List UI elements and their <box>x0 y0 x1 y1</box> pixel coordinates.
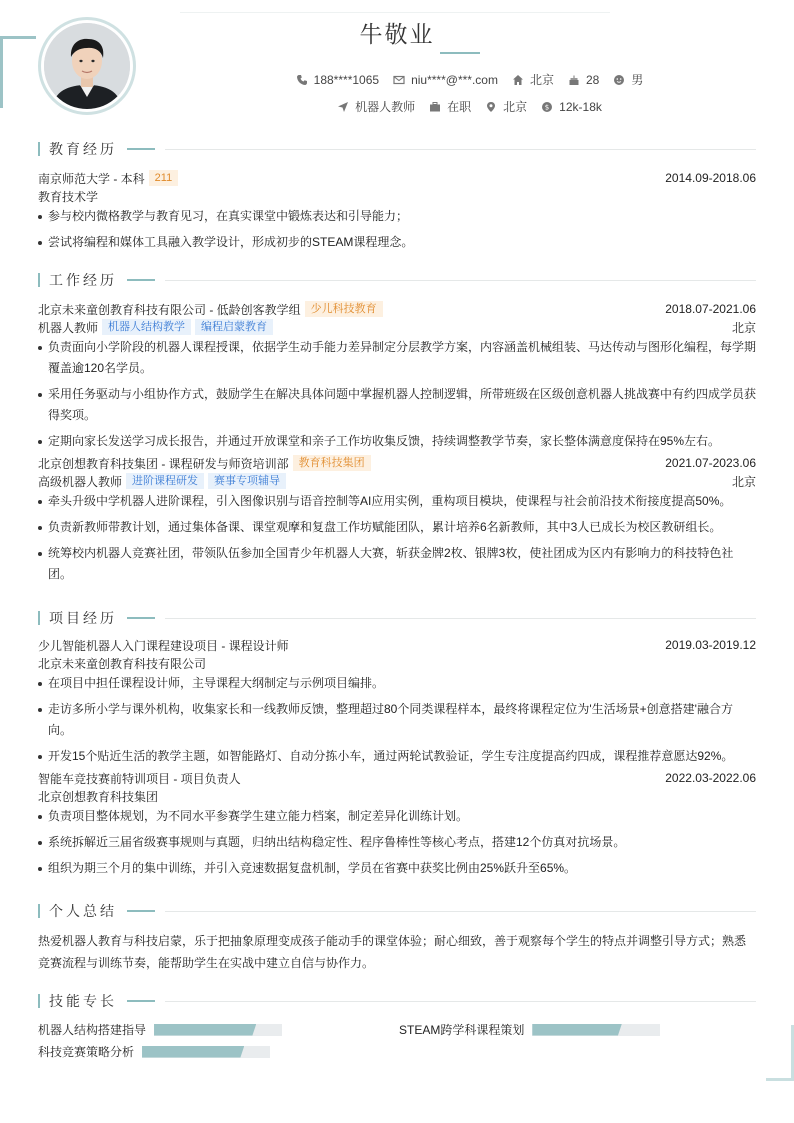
role-text: 机器人教师 <box>355 100 416 114</box>
skill-bar <box>532 1024 660 1036</box>
section-dash <box>127 148 155 150</box>
section-title: 项目经历 <box>49 610 117 626</box>
skill-item <box>38 1021 282 1038</box>
section-header <box>38 609 756 627</box>
project-title: 智能车竞技赛前特训项目 - 项目负责人 <box>38 771 241 786</box>
coin-icon <box>541 101 553 113</box>
list-item: 定期向家长发送学习成长报告，并通过开放课堂和亲子工作坊收集反馈，持续调整教学节奏，家长整体满意度保持在95%左右。 <box>38 431 756 452</box>
skill-item <box>399 1021 660 1038</box>
education-date: 2014.09-2018.06 <box>665 171 756 185</box>
section-header <box>38 140 756 158</box>
list-item: 牵头升级中学机器人进阶课程，引入图像识别与语音控制等AI应用实例，重构项目模块，使课程与社会前沿技术衔接度提高50%。 <box>38 491 756 512</box>
work-entry <box>38 300 756 452</box>
send-icon <box>337 101 349 113</box>
work-date: 2018.07-2021.06 <box>665 302 756 316</box>
project-org: 北京未来童创教育科技有限公司 <box>38 656 207 671</box>
section-line <box>165 149 756 150</box>
list-item: 开发15个贴近生活的教学主题，如智能路灯、自动分拣小车，通过两轮试教验证，学生专注度提高约四成，课程推荐意愿达92%。 <box>38 746 756 767</box>
list-item: 统筹校内机器人竞赛社团，带领队伍参加全国青少年机器人大赛，斩获金牌2枚、银牌3枚，使社团成为区内有影响力的科技特色社团。 <box>38 543 756 585</box>
work-date: 2021.07-2023.06 <box>665 456 756 470</box>
project-title: 少儿智能机器人入门课程建设项目 - 课程设计师 <box>38 638 289 653</box>
skill-level-fill <box>154 1024 256 1036</box>
section-marker <box>38 904 40 918</box>
city-text: 北京 <box>529 73 554 87</box>
list-item: 尝试将编程和媒体工具融入教学设计，形成初步的STEAM课程理念。 <box>38 232 756 253</box>
list-item: 系统拆解近三届省级赛事规则与真题，归纳出结构稳定性、程序鲁棒性等核心考点，搭建12个仿真对抗场景。 <box>38 832 756 853</box>
work-entry <box>38 454 756 585</box>
project-entry <box>38 636 756 767</box>
age-item <box>568 73 599 87</box>
list-item: 参与校内微格教学与教育见习，在真实课堂中锻炼表达和引导能力； <box>38 206 756 227</box>
work-city: 北京 <box>731 320 756 335</box>
company-name: 北京创想教育科技集团 - 课程研发与师资培训部 <box>38 456 289 471</box>
work-city: 北京 <box>731 474 756 489</box>
list-item: 负责项目整体规划，为不同水平参赛学生建立能力档案，制定差异化训练计划。 <box>38 806 756 827</box>
role-item <box>337 98 415 115</box>
section-marker <box>38 273 40 287</box>
major: 教育技术学 <box>38 189 99 204</box>
skill-bar <box>142 1046 270 1058</box>
project-date: 2019.03-2019.12 <box>665 638 756 652</box>
summary-section <box>38 902 756 974</box>
skill-bar <box>154 1024 282 1036</box>
skill-item <box>38 1043 270 1060</box>
contact-row <box>145 71 794 88</box>
section-dash <box>127 279 155 281</box>
corner-decoration-bottom-right <box>766 1025 794 1081</box>
skill-level-fill <box>532 1024 622 1036</box>
education-entry <box>38 169 756 187</box>
work-section <box>38 271 756 585</box>
top-divider <box>180 12 610 13</box>
target-city-text: 北京 <box>503 100 528 114</box>
age-text: 28 <box>585 72 600 87</box>
skill-level-fill <box>142 1046 244 1058</box>
target-city-item <box>485 98 527 115</box>
company-name: 北京未来童创教育科技有限公司 - 低龄创客教学组 <box>38 302 301 317</box>
city-item <box>512 71 554 88</box>
cake-icon <box>568 74 580 86</box>
industry-tag: 少儿科技教育 <box>305 301 383 317</box>
skill-name: STEAM跨学科课程策划 <box>399 1023 525 1037</box>
skill-tag: 进阶课程研发 <box>126 473 204 489</box>
section-line <box>165 1001 756 1002</box>
section-dash <box>127 1000 155 1002</box>
project-org: 北京创想教育科技集团 <box>38 789 159 804</box>
section-dash <box>127 910 155 912</box>
section-header <box>38 992 756 1010</box>
skills-grid <box>38 1018 756 1068</box>
phone-text: 188****1065 <box>313 72 380 87</box>
section-marker <box>38 994 40 1008</box>
education-section <box>38 140 756 253</box>
section-title: 技能专长 <box>49 993 117 1009</box>
list-item: 采用任务驱动与小组协作方式，鼓励学生在解决具体问题中掌握机器人控制逻辑，所带班级在区级创意机器人挑战赛中有约四成学员获得奖项。 <box>38 384 756 426</box>
skills-section <box>38 992 756 1068</box>
status-item <box>429 98 471 115</box>
school-tag: 211 <box>149 170 179 186</box>
svg-text:$: $ <box>544 103 550 111</box>
list-item: 走访多所小学与课外机构，收集家长和一线教师反馈，整理超过80个同类课程样本，最终将课程定位为'生活场景+创意搭建'融合方向。 <box>38 699 756 741</box>
section-header <box>38 902 756 920</box>
section-line <box>165 911 756 912</box>
projects-section <box>38 609 756 879</box>
job-role: 高级机器人教师 <box>38 474 123 489</box>
candidate-name: 牛敬业 <box>359 21 435 47</box>
phone-icon <box>296 74 308 86</box>
home-icon <box>512 74 524 86</box>
list-item: 组织为期三个月的集中训练，并引入竞速数据复盘机制，学员在省赛中获奖比例由25%跃升至65%。 <box>38 858 756 879</box>
status-text: 在职 <box>447 100 472 114</box>
location-pin-icon <box>485 101 497 113</box>
section-title: 工作经历 <box>49 272 117 288</box>
section-line <box>165 280 756 281</box>
salary-item <box>541 100 602 114</box>
project-date: 2022.03-2022.06 <box>665 771 756 785</box>
email-text: niu****@***.com <box>411 72 498 87</box>
school-name: 南京师范大学 - 本科 <box>38 171 145 186</box>
gender-text: 男 <box>631 73 644 87</box>
name-underline <box>440 52 480 54</box>
section-marker <box>38 142 40 156</box>
section-dash <box>127 617 155 619</box>
skill-tag: 赛事专项辅导 <box>208 473 286 489</box>
project-entry <box>38 769 756 879</box>
list-item: 在项目中担任课程设计师，主导课程大纲制定与示例项目编排。 <box>38 673 756 694</box>
gender-item <box>613 71 643 88</box>
summary-text: 热爱机器人教育与科技启蒙，乐于把抽象原理变成孩子能动手的课堂体验；耐心细致，善于观察每个学生的特点并调整引导方式；熟悉竞赛流程与训练节奏，能帮助学生在实战中建立自信与协作力。 <box>38 934 747 970</box>
skill-tag: 机器人结构教学 <box>102 319 191 335</box>
mail-icon <box>393 74 405 86</box>
briefcase-icon <box>429 101 441 113</box>
list-item: 负责面向小学阶段的机器人课程授课，依据学生动手能力差异制定分层教学方案，内容涵盖机械组装、马达传动与图形化编程，每学期覆盖逾120名学员。 <box>38 337 756 379</box>
skill-tag: 编程启蒙教育 <box>195 319 273 335</box>
section-title: 个人总结 <box>49 903 117 919</box>
salary-text: 12k-18k <box>559 99 602 114</box>
skill-name: 机器人结构搭建指导 <box>38 1023 147 1037</box>
job-intent-row <box>145 98 794 115</box>
industry-tag: 教育科技集团 <box>293 455 371 471</box>
list-item: 负责新教师带教计划，通过集体备课、课堂观摩和复盘工作坊赋能团队，累计培养6名新教师，其中3人已成长为校区教研组长。 <box>38 517 756 538</box>
face-icon <box>613 74 625 86</box>
email-item <box>393 73 498 87</box>
phone-item <box>296 73 379 87</box>
section-title: 教育经历 <box>49 141 117 157</box>
job-role: 机器人教师 <box>38 320 99 335</box>
skill-name: 科技竞赛策略分析 <box>38 1045 135 1059</box>
section-header <box>38 271 756 289</box>
section-line <box>165 618 756 619</box>
section-marker <box>38 611 40 625</box>
